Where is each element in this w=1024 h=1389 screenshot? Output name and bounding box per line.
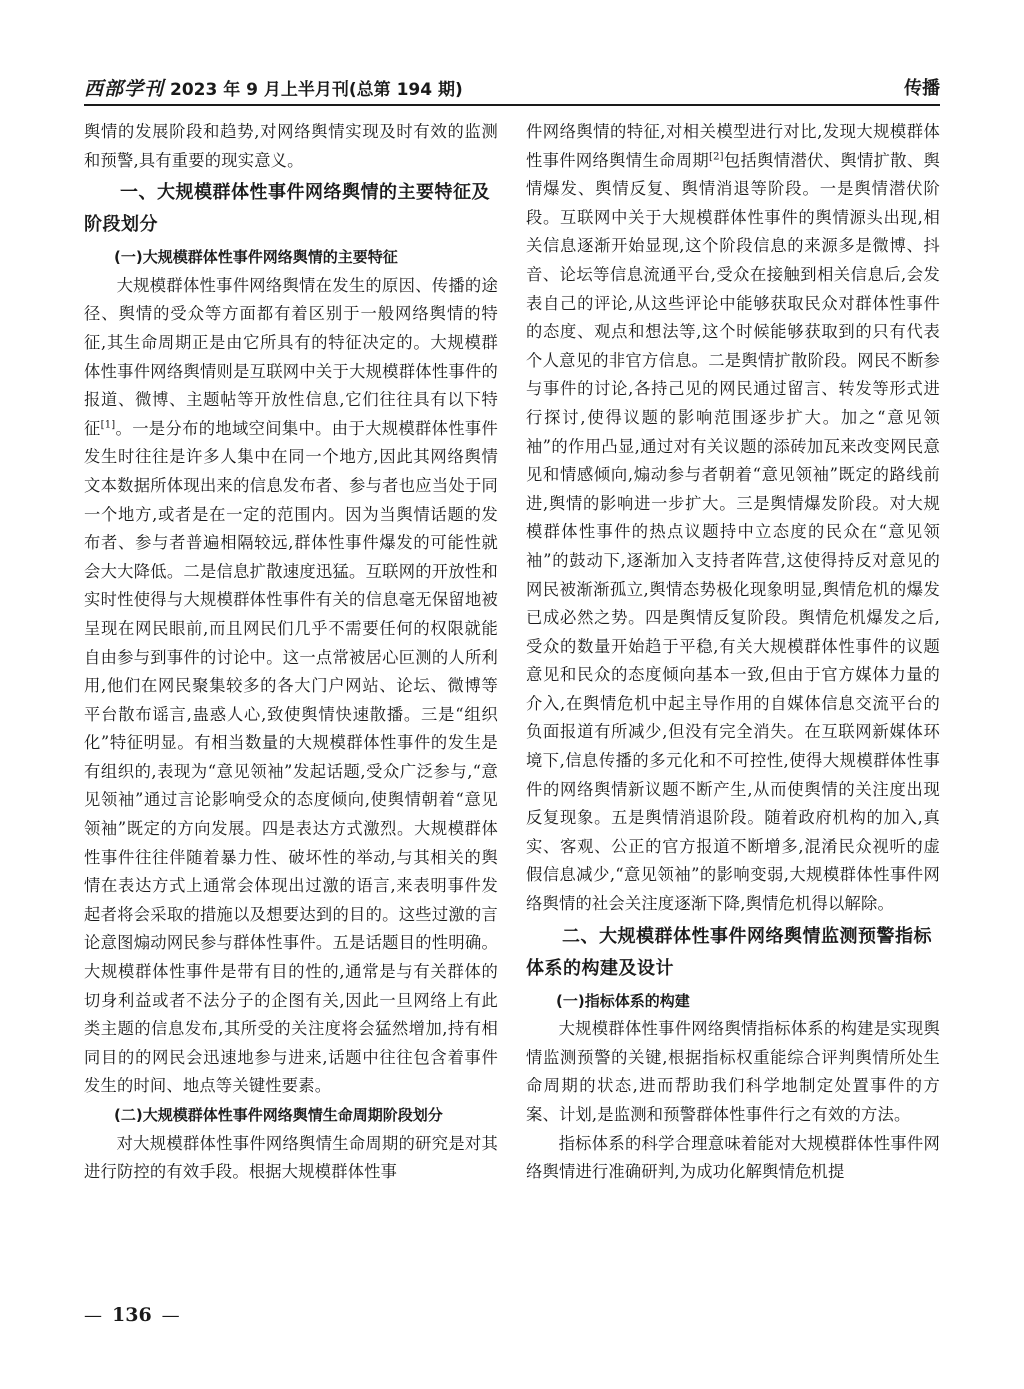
- paragraph: [526, 118, 940, 919]
- issue-info: 2023 年 9 月上半月刊(总第 194 期): [170, 79, 463, 100]
- paragraph: 大规模群体性事件网络舆情指标体系的构建是实现舆情监测预警的关键,根据指标权重能综合评判舆情所处生命周期的状态,进而帮助我们科学地制定处置事件的方案、计划,是监测和预警群体性事件行之有效的方法。: [526, 1019, 940, 1124]
- header-left: [84, 74, 463, 101]
- running-header: [84, 70, 940, 106]
- left-column: [84, 118, 498, 1290]
- dash-right: —: [161, 1304, 180, 1326]
- text-run: 件网络舆情的特征,对相关模型进行对比,发现大规模群体性事件网络舆情生命周期: [526, 122, 940, 170]
- paragraph: 指标体系的科学合理意味着能对大规模群体性事件网络舆情进行准确研判,为成功化解舆情危机提: [526, 1133, 940, 1182]
- section-heading-1: 一、大规模群体性事件网络舆情的主要特征及阶段划分: [84, 182, 490, 236]
- section-label: 传播: [904, 78, 940, 99]
- page-footer: [84, 1300, 180, 1330]
- text-run: 。一是分布的地域空间集中。由于大规模群体性事件发生时往往是许多人集中在同一个地方,因此其网络舆情文本数据所体现出来的信息发布者、参与者也应当处于同一个地方,或者是在一定的范围内。因为当舆情话题的发布者、参与者普遍相隔较远,群体性事件爆发的可能性就会大大降低。二是信息扩散速度迅猛。互联网的开放性和实时性使得与大规模群体性事件有关的信息毫无保留地被呈现在网民眼前,而且网民们几乎不需要任何的权限就能自由参与到事件的讨论中。这一点常被居心叵测的人所利用,他们在网民聚集较多的各大门户网站、论坛、微博等平台散布谣言,蛊惑人心,致使舆情快速散播。三是“组织化”特征明显。有相当数量的大规模群体性事件的发生是有组织的,表现为“意见领袖”发起话题,受众广泛参与,“意见领袖”通过言论影响受众的态度倾向,使舆情朝着“意见领袖”既定的方向发展。四是表达方式激烈。大规模群体性事件往往伴随着暴力性、破坏性的举动,与其相关的舆情在表达方式上通常会体现出过激的语言,来表明事件发起者将会采取的措施以及想要达到的目的。这些过激的言论意图煽动网民参与群体性事件。五是话题目的性明确。大规模群体性事件是带有目的性的,通常是与有关群体的切身利益或者不法分子的企图有关,因此一旦网络上有此类主题的信息发布,其所受的关注度将会猛然增加,持有相同目的的网民会迅速地参与进来,话题中往往包含着事件发生的时间、地点等关键性要素。: [84, 418, 498, 1096]
- body-columns: [84, 118, 940, 1290]
- subsection-heading-1-1: (一)大规模群体性事件网络舆情的主要特征: [114, 248, 398, 267]
- text-run: 大规模群体性事件网络舆情在发生的原因、传播的途径、舆情的受众等方面都有着区别于一般网络舆情的特征,其生命周期正是由它所具有的特征决定的。大规模群体性事件网络舆情则是互联网中关于大规模群体性事件的报道、微博、主题帖等开放性信息,它们往往具有以下特征: [84, 275, 498, 438]
- paragraph: 舆情的发展阶段和趋势,对网络舆情实现及时有效的监测和预警,具有重要的现实意义。: [84, 122, 498, 170]
- page-number: 136: [112, 1304, 152, 1326]
- citation: [2]: [708, 151, 724, 163]
- subsection-heading-1-2: (二)大规模群体性事件网络舆情生命周期阶段划分: [114, 1106, 443, 1124]
- text-run: 包括舆情潜伏、舆情扩散、舆情爆发、舆情反复、舆情消退等阶段。一是舆情潜伏阶段。互联网中关于大规模群体性事件的舆情源头出现,相关信息逐渐开始显现,这个阶段信息的来源多是微博、抖音、论坛等信息流通平台,受众在接触到相关信息后,会发表自己的评论,从这些评论中能够获取民众对群体性事件的态度、观点和想法等,这个时候能够获取到的只有代表个人意见的非官方信息。二是舆情扩散阶段。网民不断参与事件的讨论,各持己见的网民通过留言、转发等形式进行探讨,使得议题的影响范围逐步扩大。加之“意见领袖”的作用凸显,通过对有关议题的添砖加瓦来改变网民意见和情感倾向,煽动参与者朝着“意见领袖”既定的路线前进,舆情的影响进一步扩大。三是舆情爆发阶段。对大规模群体性事件的热点议题持中立态度的民众在“意见领袖”的鼓动下,逐渐加入支持者阵营,这使得持反对意见的网民被渐渐孤立,舆情态势极化现象明显,舆情危机的爆发已成必然之势。四是舆情反复阶段。舆情危机爆发之后,受众的数量开始趋于平稳,有关大规模群体性事件的议题意见和民众的态度倾向基本一致,但由于官方媒体力量的介入,在舆情危机中起主导作用的自媒体信息交流平台的负面报道有所减少,但没有完全消失。在互联网新媒体环境下,信息传播的多元化和不可控性,使得大规模群体性事件的网络舆情新议题不断产生,从而使舆情的关注度出现反复现象。五是舆情消退阶段。随着政府机构的加入,真实、客观、公正的官方报道不断增多,混淆民众视听的虚假信息减少,“意见领袖”的影响变弱,大规模群体性事件网络舆情的社会关注度逐渐下降,舆情危机得以解除。: [526, 150, 940, 914]
- paragraph: [84, 272, 498, 1101]
- subsection-heading-2-1: (一)指标体系的构建: [556, 991, 690, 1010]
- dash-left: —: [84, 1304, 102, 1326]
- section-heading-2: 二、大规模群体性事件网络舆情监测预警指标体系的构建及设计: [526, 925, 932, 979]
- right-column: [526, 118, 940, 1290]
- journal-logo: 西部学刊: [84, 77, 165, 100]
- citation: [1]: [100, 419, 116, 431]
- paragraph: 对大规模群体性事件网络舆情生命周期的研究是对其进行防控的有效手段。根据大规模群体性事: [84, 1133, 498, 1182]
